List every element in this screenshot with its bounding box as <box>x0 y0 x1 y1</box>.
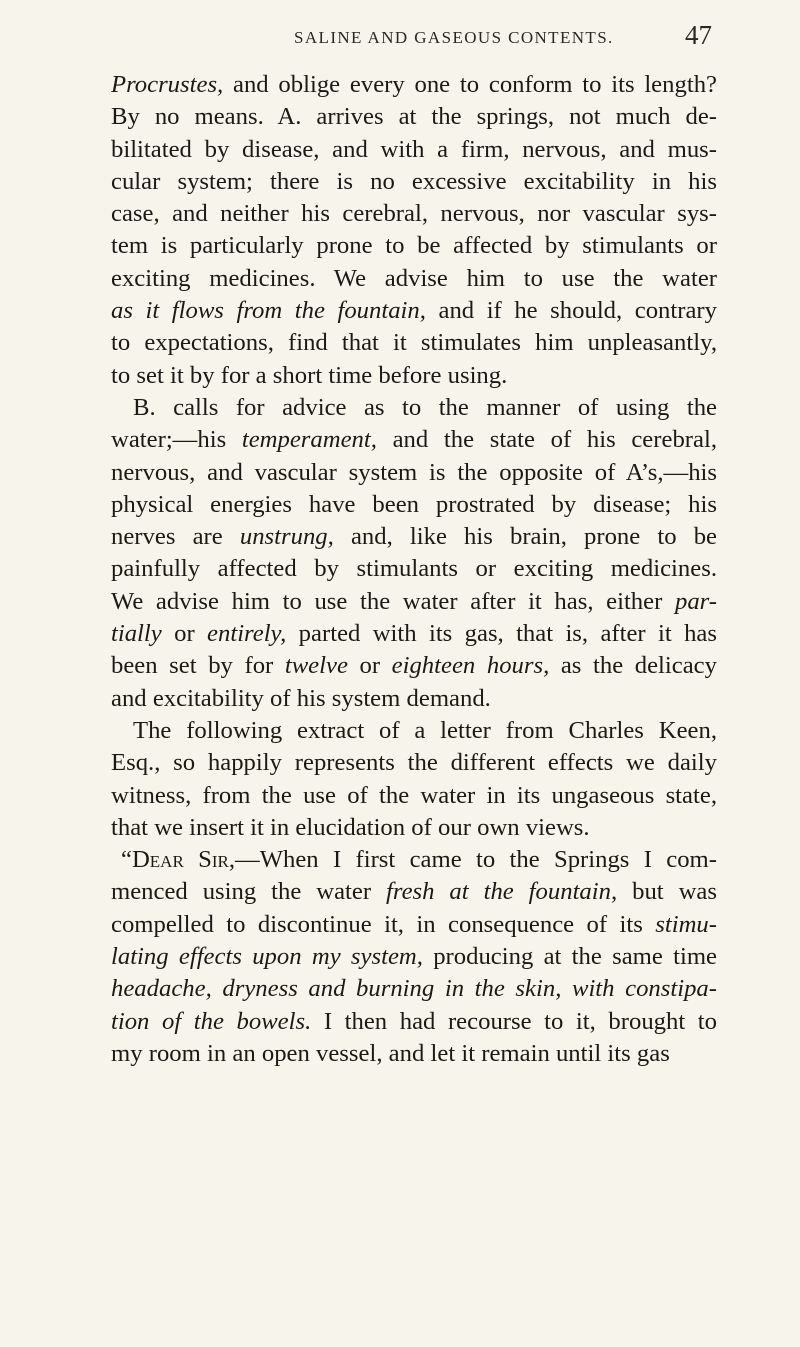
text-span: By no means. A. arrives at the springs, not much de- <box>111 103 717 131</box>
text-span: and oblige every one to conform to its length? <box>223 71 717 98</box>
text-span: —When I first came to the Springs I com- <box>235 846 717 874</box>
text-line <box>111 780 717 812</box>
text-line <box>111 909 717 941</box>
text-span: or <box>347 652 392 680</box>
text-span: menced using the water <box>111 878 387 906</box>
text-span: to set it by for a short time before using. <box>111 361 508 389</box>
text-span: painfully affected by stimulants or exciting medicines. <box>111 555 717 583</box>
italic-text: Procrustes, <box>111 71 224 98</box>
text-line <box>111 715 717 747</box>
text-line <box>111 360 717 392</box>
italic-text: as it flows from the fountain, <box>111 297 426 325</box>
text-line <box>111 747 717 779</box>
text-span: The following extract of a letter from Charles Keen, <box>133 716 717 744</box>
text-span: exciting medicines. We advise him to use the water <box>111 264 717 292</box>
text-span: I then had recourse to it, brought to <box>311 1007 717 1035</box>
text-line <box>111 586 717 618</box>
text-span: case, and neither his cerebral, nervous, nor vascular sys- <box>111 200 717 228</box>
italic-text: par- <box>674 587 717 615</box>
text-line <box>111 876 717 908</box>
text-line <box>111 1006 717 1038</box>
italic-text: headache, dryness and burning in the skin, with constipa- <box>111 975 717 1003</box>
text-line <box>111 198 717 230</box>
body-text <box>111 69 717 1070</box>
italic-text: eighteen hours, <box>391 652 550 680</box>
italic-text: tially <box>111 620 162 648</box>
page-header <box>146 10 716 50</box>
text-span: or <box>161 620 208 648</box>
text-line <box>111 101 717 133</box>
text-line <box>111 489 717 521</box>
text-line <box>111 844 717 876</box>
text-line <box>111 973 717 1005</box>
text-line <box>111 1038 717 1070</box>
text-line <box>111 650 717 682</box>
text-span: water;—his <box>111 426 242 454</box>
text-span: nervous, and vascular system is the opposite of A’s,—his <box>111 458 717 486</box>
text-line <box>111 941 717 973</box>
running-head: SALINE AND GASEOUS CONTENTS. <box>294 28 614 47</box>
text-span: compelled to discontinue it, in consequence of its <box>111 910 656 938</box>
italic-text: tion of the bowels. <box>111 1007 312 1035</box>
text-span: Dear Sir, <box>131 846 236 874</box>
text-span: and the state of his cerebral, <box>376 426 717 454</box>
italic-text: entirely, <box>207 620 287 648</box>
text-line <box>111 457 717 489</box>
text-line <box>111 812 717 844</box>
text-span: been set by for <box>111 652 285 680</box>
text-line <box>111 424 717 456</box>
italic-text: lating effects upon my system, <box>111 943 423 971</box>
text-line <box>111 521 717 553</box>
text-span: tem is particularly prone to be affected by stimulants or <box>111 232 717 260</box>
text-line <box>111 392 717 424</box>
italic-text: unstrung, <box>239 523 334 551</box>
text-span: “ <box>121 846 132 874</box>
text-span: witness, from the use of the water in its ungaseous state, <box>111 781 717 809</box>
text-span: my room in an open vessel, and let it remain until its gas <box>111 1039 670 1067</box>
text-span: nerves are <box>111 523 240 551</box>
text-span: but was <box>617 878 717 906</box>
italic-text: twelve <box>284 652 348 680</box>
text-span: We advise him to use the water after it has, either <box>111 587 675 615</box>
text-line <box>111 263 717 295</box>
text-line <box>111 553 717 585</box>
text-line <box>111 327 717 359</box>
text-span: B. calls for advice as to the manner of using the <box>133 393 717 421</box>
italic-text: fresh at the fountain, <box>386 878 618 906</box>
text-span: and, like his brain, prone to be <box>333 523 717 551</box>
text-span: Esq., so happily represents the different effects we daily <box>111 749 717 777</box>
text-span: parted with its gas, that is, after it has <box>286 620 717 648</box>
text-span: to expectations, find that it stimulates him unpleasantly, <box>111 329 717 357</box>
text-span: and if he should, contrary <box>425 297 717 325</box>
text-line <box>111 295 717 327</box>
italic-text: stimu- <box>655 910 717 938</box>
text-span: physical energies have been prostrated by disease; his <box>111 490 717 518</box>
text-line <box>111 166 717 198</box>
page-number: 47 <box>685 20 712 50</box>
text-span: as the delicacy <box>549 652 717 680</box>
text-span: that we insert it in elucidation of our own views. <box>111 813 590 841</box>
text-line <box>111 230 717 262</box>
text-line <box>111 683 717 715</box>
text-line <box>111 618 717 650</box>
italic-text: temperament, <box>241 426 377 454</box>
text-span: producing at the same time <box>422 943 717 971</box>
text-line <box>111 134 717 166</box>
text-line <box>111 69 717 101</box>
text-span: bilitated by disease, and with a firm, nervous, and mus- <box>111 135 717 163</box>
text-span: and excitability of his system demand. <box>111 684 491 712</box>
text-span: cular system; there is no excessive excitability in his <box>111 167 717 195</box>
